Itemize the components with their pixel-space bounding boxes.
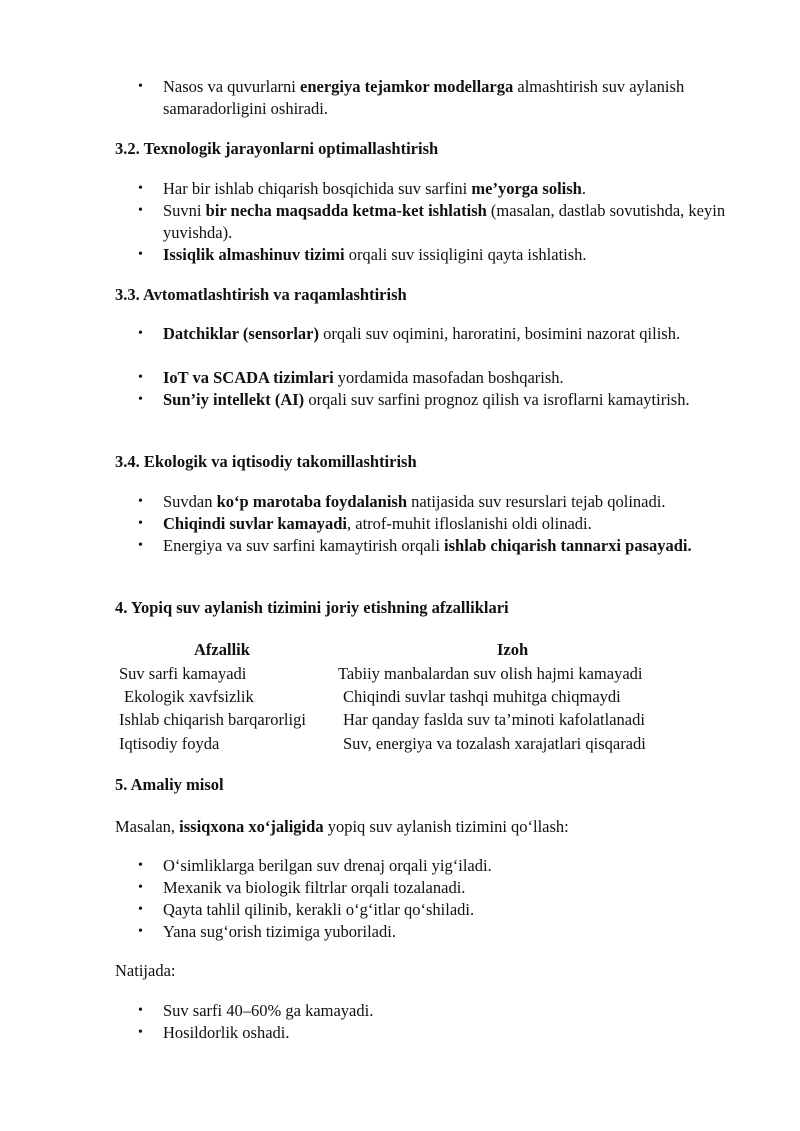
- bullet-glyph: •: [138, 247, 143, 262]
- list-item: [138, 76, 758, 119]
- list-item: [138, 323, 758, 345]
- list-item-text: Issiqlik almashinuv tizimi orqali suv issiqligini qayta ishlatish.: [163, 245, 587, 264]
- list-item-text: Mexanik va biologik filtrlar orqali tozalanadi.: [163, 878, 466, 897]
- list-item: [138, 244, 758, 266]
- section-heading: 4. Yopiq suv aylanish tizimini joriy etishning afzalliklari: [115, 598, 509, 617]
- bullet-glyph: •: [138, 858, 143, 873]
- bullet-glyph: •: [138, 538, 143, 553]
- section-heading: 3.4. Ekologik va iqtisodiy takomillashtirish: [115, 452, 417, 471]
- section-heading: 3.3. Avtomatlashtirish va raqamlashtirish: [115, 285, 407, 304]
- list-item-text: Suvni bir necha maqsadda ketma-ket ishlatish (masalan, dastlab sovutishda, keyin yuvishda).: [163, 201, 726, 242]
- list-item-text: Har bir ishlab chiqarish bosqichida suv sarfini me’yorga solish.: [163, 179, 586, 198]
- bullet-glyph: •: [138, 494, 143, 509]
- list-item: [138, 367, 758, 389]
- table-cell: Iqtisodiy foyda: [119, 734, 220, 753]
- table-cell: Ekologik xavfsizlik: [124, 687, 254, 706]
- list-item: [138, 899, 758, 921]
- list-item-text: Nasos va quvurlarni energiya tejamkor modellarga almashtirish suv aylanish samaradorligini oshiradi.: [163, 77, 685, 118]
- list-item: [138, 1000, 758, 1022]
- table-header-note: Izoh: [497, 640, 529, 659]
- bullet-glyph: •: [138, 1003, 143, 1018]
- paragraph: Masalan, issiqxona xo‘jaligida yopiq suv aylanish tizimini qo‘llash:: [115, 817, 569, 836]
- list-item: [138, 200, 758, 243]
- bullet-glyph: •: [138, 79, 143, 94]
- list-item-text: Sun’iy intellekt (AI) orqali suv sarfini prognoz qilish va isroflarni kamaytirish.: [163, 390, 690, 409]
- list-item: [138, 1022, 758, 1044]
- bullet-glyph: •: [138, 516, 143, 531]
- section-heading: 3.2. Texnologik jarayonlarni optimallashtirish: [115, 139, 439, 158]
- list-item: [138, 178, 758, 200]
- table-cell: Suv sarfi kamayadi: [119, 664, 247, 683]
- result-label: Natijada:: [115, 961, 176, 980]
- bullet-glyph: •: [138, 181, 143, 196]
- list-item-text: Chiqindi suvlar kamayadi, atrof-muhit ifloslanishi oldi olinadi.: [163, 514, 592, 533]
- list-item: [138, 877, 758, 899]
- table-cell: Chiqindi suvlar tashqi muhitga chiqmaydi: [343, 687, 621, 706]
- table-header-advantage: Afzallik: [194, 640, 250, 659]
- bullet-glyph: •: [138, 924, 143, 939]
- list-item: [138, 921, 758, 943]
- list-item: [138, 855, 758, 877]
- list-item: [138, 491, 758, 513]
- bullet-glyph: •: [138, 203, 143, 218]
- table-cell: Ishlab chiqarish barqarorligi: [119, 710, 306, 729]
- list-item: [138, 513, 758, 535]
- bullet-glyph: •: [138, 326, 143, 341]
- bullet-glyph: •: [138, 1025, 143, 1040]
- list-item-text: O‘simliklarga berilgan suv drenaj orqali yig‘iladi.: [163, 856, 492, 875]
- bullet-glyph: •: [138, 392, 143, 407]
- list-item-text: IoT va SCADA tizimlari yordamida masofadan boshqarish.: [163, 368, 564, 387]
- bullet-glyph: •: [138, 902, 143, 917]
- list-item-text: Energiya va suv sarfini kamaytirish orqali ishlab chiqarish tannarxi pasayadi.: [163, 536, 692, 555]
- list-item: [138, 389, 758, 411]
- table-cell: Suv, energiya va tozalash xarajatlari qisqaradi: [343, 734, 646, 753]
- list-item-text: Datchiklar (sensorlar) orqali suv oqimini, haroratini, bosimini nazorat qilish.: [163, 324, 681, 343]
- list-item-text: Suv sarfi 40–60% ga kamayadi.: [163, 1001, 374, 1020]
- list-item: [138, 535, 758, 557]
- bullet-glyph: •: [138, 880, 143, 895]
- list-item-text: Suvdan ko‘p marotaba foydalanish natijasida suv resurslari tejab qolinadi.: [163, 492, 666, 511]
- table-cell: Har qanday faslda suv ta’minoti kafolatlanadi: [343, 710, 645, 729]
- bullet-glyph: •: [138, 370, 143, 385]
- list-item-text: Qayta tahlil qilinib, kerakli o‘g‘itlar qo‘shiladi.: [163, 900, 475, 919]
- list-item-text: Hosildorlik oshadi.: [163, 1023, 290, 1042]
- section-heading: 5. Amaliy misol: [115, 775, 224, 794]
- list-item-text: Yana sug‘orish tizimiga yuboriladi.: [163, 922, 396, 941]
- table-cell: Tabiiy manbalardan suv olish hajmi kamayadi: [338, 664, 643, 683]
